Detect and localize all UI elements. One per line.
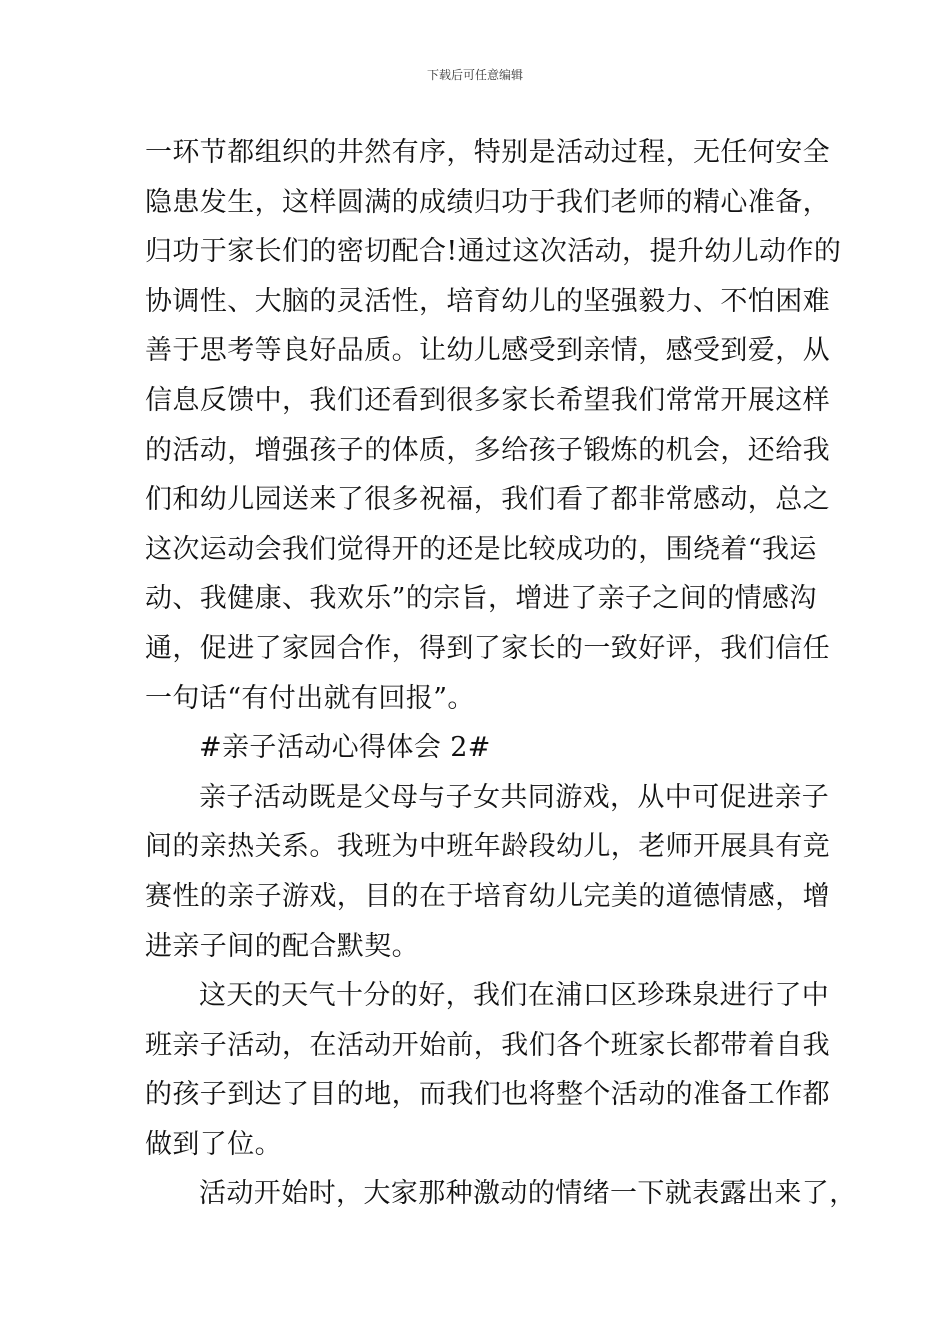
header-note: 下载后可任意编辑 <box>426 68 523 82</box>
text-line: 亲子活动既是父母与子女共同游戏，从中可促进亲子 <box>199 781 830 813</box>
text-line: 动、我健康、我欢乐”的宗旨，增进了亲子之间的情感沟 <box>145 583 817 615</box>
text-line: 做到了位。 <box>145 1128 282 1160</box>
text-line: 这次运动会我们觉得开的还是比较成功的，围绕着“我运 <box>145 533 817 565</box>
text-line: 赛性的亲子游戏，目的在于培育幼儿完美的道德情感，增 <box>145 880 830 912</box>
document-body <box>145 128 857 1219</box>
text-line: 班亲子活动，在活动开始前，我们各个班家长都带着自我 <box>145 1029 830 1061</box>
text-line: 协调性、大脑的灵活性，培育幼儿的坚强毅力、不怕困难 <box>145 285 830 317</box>
text-line: 这天的天气十分的好，我们在浦口区珍珠泉进行了中 <box>199 980 830 1012</box>
text-line: 进亲子间的配合默契。 <box>145 930 419 962</box>
text-line: 间的亲热关系。我班为中班年龄段幼儿，老师开展具有竞 <box>145 831 830 863</box>
text-line: 隐患发生，这样圆满的成绩归功于我们老师的精心准备， <box>145 186 830 218</box>
text-line: 一环节都组织的井然有序，特别是活动过程，无任何安全 <box>145 137 830 168</box>
text-line: 通，促进了家园合作，得到了家长的一致好评，我们信任 <box>145 632 830 664</box>
section-heading: #亲子活动心得体会 2# <box>199 732 491 764</box>
text-line: 善于思考等良好品质。让幼儿感受到亲情，感受到爱，从 <box>145 335 830 367</box>
text-line: 信息反馈中，我们还看到很多家长希望我们常常开展这样 <box>145 384 830 416</box>
text-line: 们和幼儿园送来了很多祝福，我们看了都非常感动，总之 <box>145 484 830 516</box>
text-line: 的活动，增强孩子的体质，多给孩子锻炼的机会，还给我 <box>145 434 830 466</box>
text-line: 活动开始时，大家那种激动的情绪一下就表露出来了， <box>199 1178 857 1210</box>
text-line: 一句话“有付出就有回报”。 <box>145 682 475 714</box>
text-line: 的孩子到达了目的地，而我们也将整个活动的准备工作都 <box>145 1079 830 1111</box>
text-line: 归功于家长们的密切配合!通过这次活动，提升幼儿动作的 <box>145 236 842 268</box>
